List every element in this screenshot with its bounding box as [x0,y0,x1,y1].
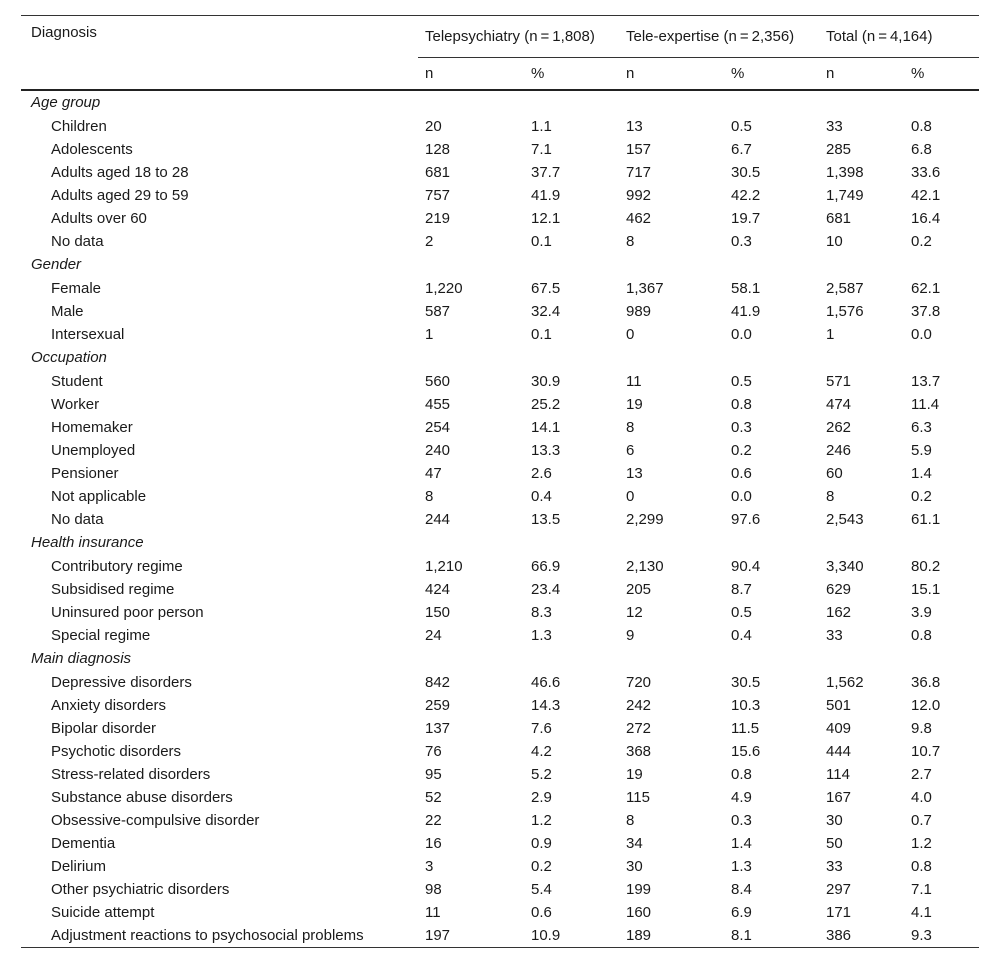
cell-count: 842 [425,673,451,691]
table-row [21,393,979,416]
section-row [21,647,979,671]
cell-percent: 0.2 [731,441,752,459]
cell-percent: 42.1 [911,186,941,204]
cell-percent: 0.8 [911,857,932,875]
cell-percent: 46.6 [531,673,561,691]
cell-percent: 5.9 [911,441,932,459]
cell-count: 629 [826,580,852,598]
table-row [21,740,979,763]
cell-count: 244 [425,510,451,528]
cell-count: 0 [626,325,635,343]
cell-percent: 0.6 [731,464,752,482]
cell-percent: 80.2 [911,557,941,575]
cell-count: 409 [826,719,852,737]
cell-percent: 32.4 [531,302,561,320]
row-label: Uninsured poor person [51,603,204,621]
table-row [21,717,979,740]
cell-percent: 62.1 [911,279,941,297]
cell-percent: 4.9 [731,788,752,806]
table-row [21,115,979,138]
table-row [21,323,979,346]
cell-count: 9 [626,626,635,644]
table-row [21,462,979,485]
cell-percent: 11.4 [911,395,940,413]
cell-percent: 0.2 [911,232,932,250]
cell-count: 3,340 [826,557,864,575]
table-row [21,138,979,161]
cell-percent: 0.3 [731,418,752,436]
row-label: No data [51,232,104,250]
cell-count: 2,299 [626,510,664,528]
cell-count: 30 [826,811,843,829]
row-label: Adolescents [51,140,133,158]
section-row [21,346,979,370]
section-title: Occupation [31,349,107,366]
cell-count: 219 [425,209,451,227]
cell-percent: 13.3 [531,441,561,459]
header-sub-n: n [418,57,524,90]
cell-count: 681 [826,209,852,227]
cell-percent: 37.7 [531,163,561,181]
table-row [21,855,979,878]
cell-percent: 0.7 [911,811,932,829]
cell-count: 1,562 [826,673,864,691]
cell-percent: 0.4 [531,487,552,505]
cell-percent: 7.6 [531,719,552,737]
cell-count: 8 [626,232,635,250]
table-row [21,832,979,855]
cell-count: 19 [626,765,643,783]
cell-count: 171 [826,903,852,921]
header-empty [21,57,418,90]
row-label: Adults aged 18 to 28 [51,163,189,181]
cell-count: 22 [425,811,442,829]
cell-percent: 7.1 [911,880,932,898]
cell-count: 560 [425,372,451,390]
cell-count: 189 [619,924,724,948]
cell-percent: 30.5 [731,163,761,181]
cell-percent: 12.1 [531,209,561,227]
table-row [21,694,979,717]
cell-percent: 9.8 [911,719,932,737]
cell-percent: 1.1 [531,117,552,135]
cell-percent: 8.4 [731,880,752,898]
row-label: Intersexual [51,325,125,343]
cell-count: 262 [826,418,852,436]
cell-count: 757 [425,186,451,204]
cell-percent: 37.8 [911,302,941,320]
cell-count: 10 [826,232,843,250]
row-label: Worker [51,395,100,413]
cell-percent: 13.7 [911,372,941,390]
cell-count: 1,210 [425,557,463,575]
cell-percent: 9.3 [904,924,979,948]
cell-count: 137 [425,719,451,737]
cell-percent: 0.1 [531,325,552,343]
cell-percent: 1.4 [911,464,932,482]
cell-percent: 3.9 [911,603,932,621]
cell-percent: 0.2 [531,857,552,875]
cell-count: 2,130 [626,557,664,575]
cell-count: 157 [626,140,652,158]
header-tele-expertise: Tele-expertise (n = 2,356) [619,16,819,58]
cell-count: 1,398 [826,163,864,181]
row-label: Other psychiatric disorders [51,880,230,898]
cell-count: 259 [425,696,451,714]
cell-count: 272 [626,719,652,737]
table-row [21,601,979,624]
row-label: Psychotic disorders [51,742,182,760]
cell-count: 240 [425,441,451,459]
cell-percent: 8.3 [531,603,552,621]
cell-count: 47 [425,464,442,482]
cell-percent: 25.2 [531,395,561,413]
row-label: Pensioner [51,464,119,482]
cell-percent: 7.1 [531,140,552,158]
header-diagnosis: Diagnosis [21,16,418,58]
cell-percent: 0.0 [911,325,932,343]
cell-percent: 1.4 [731,834,752,852]
section-title: Main diagnosis [31,650,132,667]
cell-percent: 0.3 [731,811,752,829]
cell-count: 160 [626,903,652,921]
cell-count: 150 [425,603,451,621]
header-telepsychiatry: Telepsychiatry (n = 1,808) [418,16,619,58]
cell-percent: 10.7 [911,742,941,760]
cell-count: 285 [826,140,852,158]
table-row [21,439,979,462]
cell-count: 386 [819,924,904,948]
cell-count: 1 [826,325,835,343]
section-row [21,90,979,115]
cell-count: 33 [826,857,843,875]
cell-percent: 8.1 [724,924,819,948]
table-row [21,924,979,948]
cell-count: 424 [425,580,451,598]
cell-percent: 10.9 [524,924,619,948]
cell-count: 8 [626,811,635,829]
header-sub-pct: % [904,57,979,90]
cell-count: 2,543 [826,510,864,528]
cell-count: 114 [826,765,850,783]
cell-percent: 36.8 [911,673,941,691]
cell-count: 8 [826,487,835,505]
table-row [21,370,979,393]
table-row [21,161,979,184]
cell-percent: 14.3 [531,696,561,714]
cell-percent: 0.0 [731,487,752,505]
row-label: No data [51,510,104,528]
row-label: Subsidised regime [51,580,175,598]
header-sub-n: n [619,57,724,90]
table-row [21,230,979,253]
table-row [21,508,979,531]
cell-count: 13 [626,464,643,482]
header-row-sub [21,57,979,90]
table-row [21,416,979,439]
cell-count: 16 [425,834,442,852]
row-label: Substance abuse disorders [51,788,233,806]
table-row [21,624,979,647]
row-label: Children [51,117,107,135]
cell-count: 11 [626,372,642,390]
cell-count: 60 [826,464,843,482]
cell-percent: 0.8 [731,765,752,783]
cell-percent: 13.5 [531,510,561,528]
header-sub-n: n [819,57,904,90]
table-header [21,16,979,90]
cell-percent: 14.1 [531,418,561,436]
cell-count: 246 [826,441,852,459]
cell-percent: 90.4 [731,557,761,575]
cell-percent: 4.1 [911,903,932,921]
cell-percent: 97.6 [731,510,761,528]
cell-percent: 5.4 [531,880,552,898]
cell-count: 3 [425,857,434,875]
cell-count: 989 [626,302,652,320]
cell-count: 50 [826,834,843,852]
cell-count: 128 [425,140,451,158]
row-label: Obsessive-compulsive disorder [51,811,260,829]
cell-percent: 61.1 [911,510,941,528]
cell-percent: 1.2 [531,811,552,829]
cell-count: 720 [626,673,652,691]
section-row [21,253,979,277]
section-title: Health insurance [31,534,144,551]
cell-count: 0 [626,487,635,505]
row-label: Depressive disorders [51,673,192,691]
cell-percent: 0.2 [911,487,932,505]
row-label: Adults over 60 [51,209,147,227]
cell-percent: 41.9 [731,302,761,320]
row-label: Female [51,279,102,297]
cell-count: 11 [425,903,441,921]
cell-percent: 6.7 [731,140,752,158]
cell-count: 95 [425,765,442,783]
cell-percent: 33.6 [911,163,941,181]
cell-count: 19 [626,395,643,413]
cell-percent: 0.9 [531,834,552,852]
row-label: Not applicable [51,487,147,505]
table-body [21,90,979,948]
cell-percent: 30.9 [531,372,561,390]
cell-percent: 0.5 [731,603,752,621]
cell-percent: 0.0 [731,325,752,343]
cell-count: 455 [425,395,451,413]
cell-count: 98 [425,880,442,898]
header-sub-pct: % [524,57,619,90]
cell-percent: 10.3 [731,696,761,714]
cell-count: 197 [418,924,524,948]
cell-count: 8 [626,418,635,436]
cell-percent: 0.1 [531,232,552,250]
row-label: Adults aged 29 to 59 [51,186,189,204]
cell-percent: 5.2 [531,765,552,783]
table-row [21,555,979,578]
cell-count: 501 [826,696,852,714]
cell-count: 297 [826,880,852,898]
header-sub-pct: % [724,57,819,90]
cell-count: 34 [626,834,643,852]
table-row [21,485,979,508]
cell-percent: 6.9 [731,903,752,921]
cell-percent: 23.4 [531,580,561,598]
cell-percent: 1.2 [911,834,932,852]
cell-percent: 0.3 [731,232,752,250]
cell-percent: 0.8 [911,626,932,644]
row-label: Homemaker [51,418,133,436]
cell-count: 13 [626,117,643,135]
table-row [21,809,979,832]
cell-count: 254 [425,418,451,436]
cell-count: 717 [626,163,652,181]
cell-count: 167 [826,788,852,806]
section-title: Gender [31,256,82,273]
cell-percent: 1.3 [731,857,752,875]
cell-count: 1,367 [626,279,664,297]
cell-percent: 41.9 [531,186,561,204]
cell-percent: 11.5 [731,719,760,737]
cell-percent: 0.8 [731,395,752,413]
cell-percent: 2.9 [531,788,552,806]
cell-count: 115 [626,788,650,806]
cell-percent: 42.2 [731,186,761,204]
cell-percent: 4.0 [911,788,932,806]
header-row-groups [21,16,979,58]
row-label: Adjustment reactions to psychosocial problems [21,924,418,948]
cell-count: 33 [826,117,843,135]
cell-count: 12 [626,603,643,621]
cell-count: 571 [826,372,852,390]
cell-percent: 6.8 [911,140,932,158]
cell-count: 444 [826,742,852,760]
table-row [21,878,979,901]
row-label: Contributory regime [51,557,183,575]
cell-count: 587 [425,302,451,320]
cell-percent: 1.3 [531,626,552,644]
table-row [21,277,979,300]
row-label: Stress-related disorders [51,765,211,783]
table-row [21,763,979,786]
cell-percent: 0.4 [731,626,752,644]
cell-percent: 0.5 [731,117,752,135]
row-label: Student [51,372,103,390]
cell-percent: 12.0 [911,696,941,714]
table-row [21,786,979,809]
cell-percent: 66.9 [531,557,561,575]
cell-count: 462 [626,209,652,227]
table-row [21,300,979,323]
row-label: Anxiety disorders [51,696,167,714]
cell-percent: 2.6 [531,464,552,482]
cell-percent: 0.5 [731,372,752,390]
cell-count: 1 [425,325,434,343]
cell-percent: 15.1 [911,580,941,598]
cell-count: 2 [425,232,434,250]
cell-percent: 16.4 [911,209,941,227]
cell-count: 1,220 [425,279,463,297]
cell-percent: 15.6 [731,742,761,760]
cell-count: 199 [626,880,652,898]
row-label: Dementia [51,834,116,852]
cell-count: 242 [626,696,652,714]
cell-percent: 0.6 [531,903,552,921]
cell-count: 162 [826,603,852,621]
cell-percent: 2.7 [911,765,932,783]
cell-count: 681 [425,163,451,181]
cell-count: 368 [626,742,652,760]
row-label: Male [51,302,84,320]
row-label: Special regime [51,626,151,644]
cell-count: 76 [425,742,442,760]
cell-count: 992 [626,186,652,204]
cell-percent: 6.3 [911,418,932,436]
cell-percent: 58.1 [731,279,761,297]
cell-count: 24 [425,626,442,644]
table-row [21,207,979,230]
cell-count: 1,576 [826,302,864,320]
row-label: Suicide attempt [51,903,155,921]
section-row [21,531,979,555]
table-row [21,901,979,924]
row-label: Delirium [51,857,107,875]
cell-count: 205 [626,580,652,598]
row-label: Bipolar disorder [51,719,157,737]
cell-count: 474 [826,395,852,413]
cell-count: 8 [425,487,434,505]
cell-percent: 30.5 [731,673,761,691]
row-label: Unemployed [51,441,136,459]
data-table-container [21,15,979,948]
cell-count: 30 [626,857,643,875]
table-row [21,184,979,207]
table-row [21,671,979,694]
cell-count: 52 [425,788,442,806]
header-total: Total (n = 4,164) [819,16,979,58]
cell-percent: 19.7 [731,209,761,227]
cell-percent: 4.2 [531,742,552,760]
table-row [21,578,979,601]
cell-percent: 0.8 [911,117,932,135]
demographics-table [21,15,979,948]
cell-count: 20 [425,117,442,135]
cell-count: 1,749 [826,186,864,204]
cell-count: 6 [626,441,635,459]
cell-count: 2,587 [826,279,864,297]
cell-count: 33 [826,626,843,644]
cell-percent: 67.5 [531,279,561,297]
section-title: Age group [31,94,101,111]
cell-percent: 8.7 [731,580,752,598]
